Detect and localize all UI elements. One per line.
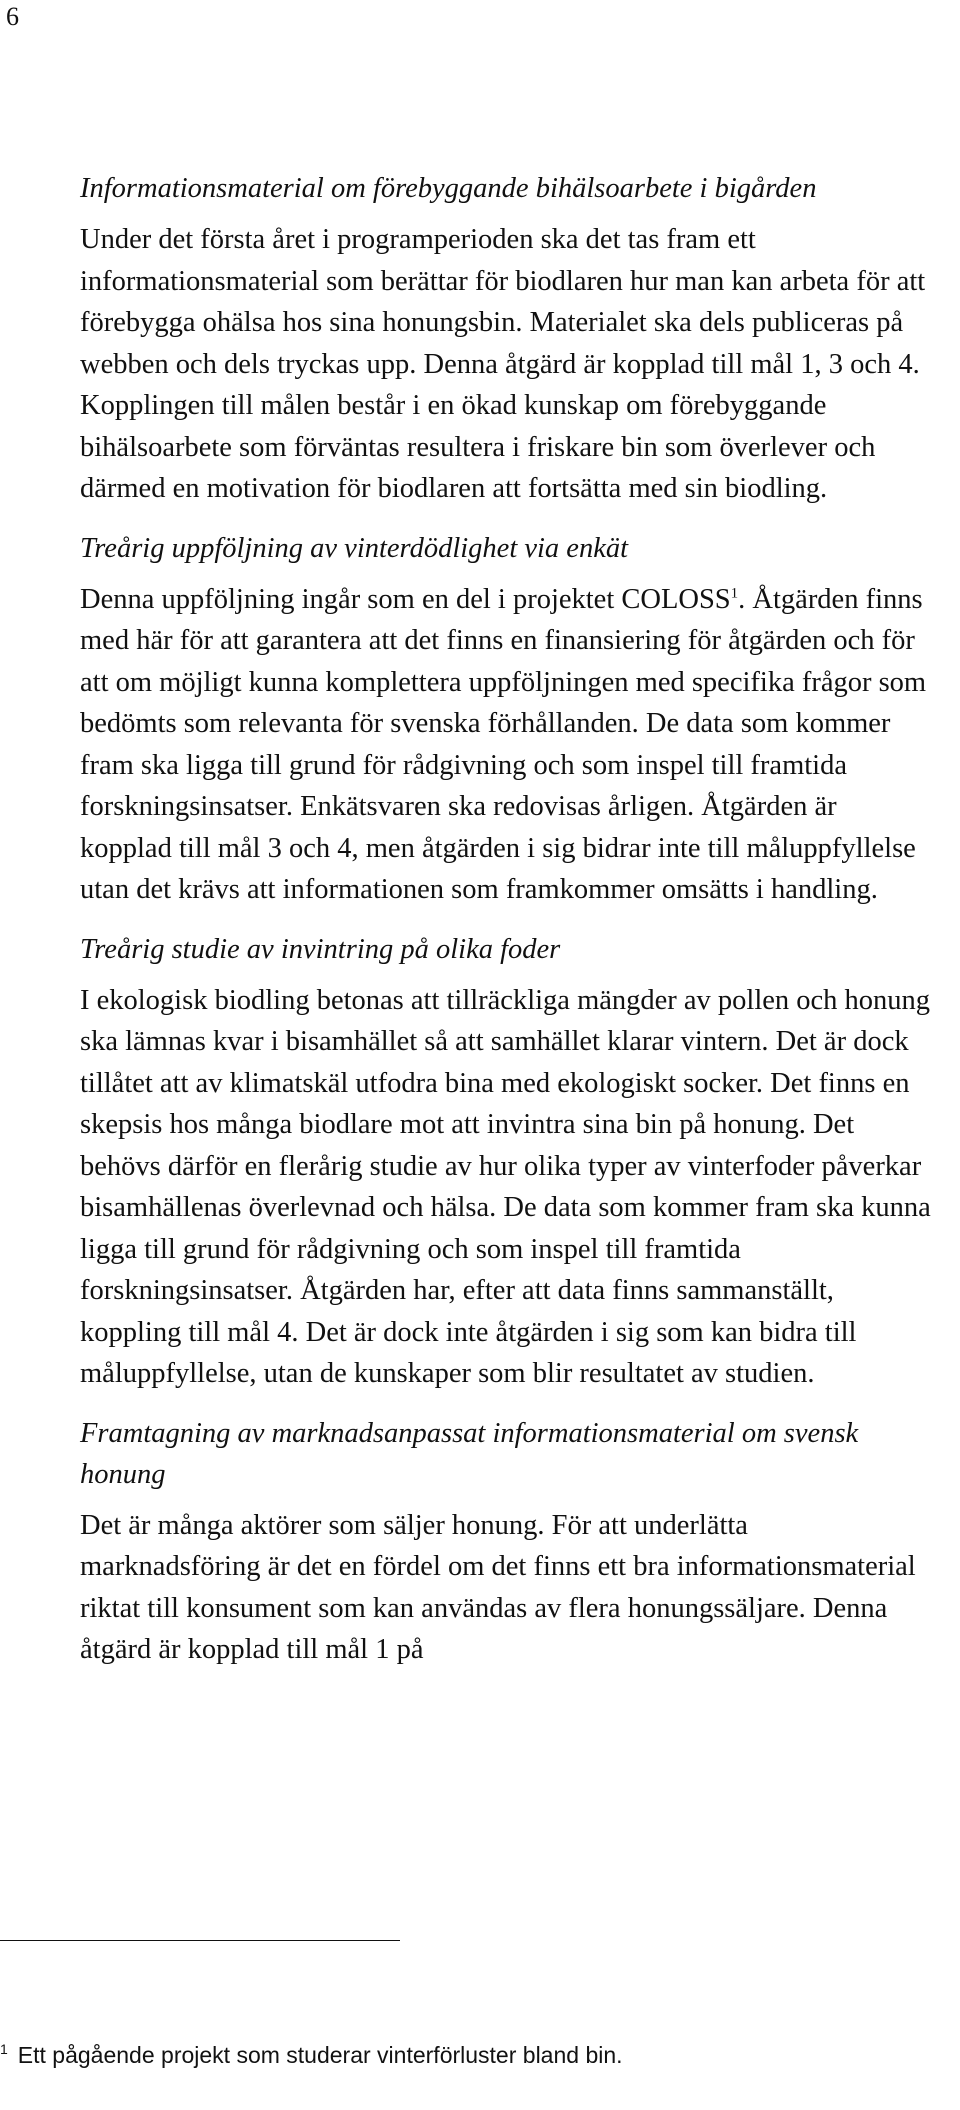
page-number: 6 <box>6 2 19 31</box>
paragraph-text-part: . Åtgärden finns med här för att garantera att det finns en finansiering för åtgärden och för att om möjligt kunna komplettera uppföljningen med specifika frågor som bedömts som relevanta för svenska förhållanden. De data som kommer fram ska ligga till grund för rådgivning och som inspel till framtida forskningsinsatser. Enkätsvaren ska redovisas årligen. Åtgärden är kopplad till mål 3 och 4, men åtgärden i sig bidrar inte till måluppfyllelse utan det krävs att informationen som framkommer omsätts i handling. <box>80 583 927 905</box>
section-paragraph: Det är många aktörer som säljer honung. För att underlätta marknadsföring är det en fördel om det finns ett bra informationsmaterial riktat till konsument som kan användas av flera honungssäljare. Denna åtgärd är kopplad till mål 1 på <box>80 1509 916 1665</box>
section-invintring <box>80 929 932 1395</box>
footnote-text: Ett pågående projekt som studerar vinterförluster bland bin. <box>17 2042 623 2068</box>
section-heading: Treårig studie av invintring på olika foder <box>80 933 561 965</box>
section-informationsmaterial <box>80 168 932 510</box>
section-heading: Informationsmaterial om förebyggande bihälsoarbete i bigården <box>80 173 817 204</box>
section-paragraph: I ekologisk biodling betonas att tillräckliga mängder av pollen och honung ska lämnas kvar i bisamhället så att samhället klarar vintern. Det är dock tillåtet att av klimatskäl utfodra bina med ekologiskt socker. Det finns en skepsis hos många biodlare mot att invintra sina bin på honung. Det behövs därför en flerårig studie av hur olika typer av vinterfoder påverkar bisamhällenas överlevnad och hälsa. De data som kommer fram ska kunna ligga till grund för rådgivning och som inspel till framtida forskningsinsatser. Åtgärden har, efter att data finns sammanställt, koppling till mål 4. Det är dock inte åtgärden i sig som kan bidra till måluppfyllelse, utan de kunskaper som blir resultatet av studien. <box>80 984 931 1389</box>
section-heading: Treårig uppföljning av vinterdödlighet via enkät <box>80 532 629 564</box>
footnote-mark: 1 <box>0 2041 8 2058</box>
section-heading: Framtagning av marknadsanpassat informationsmaterial om svensk honung <box>80 1417 859 1490</box>
paragraph-text-part: Denna uppföljning ingår som en del i projektet COLOSS <box>80 583 731 615</box>
section-svensk-honung <box>80 1413 932 1671</box>
footnote-reference[interactable]: 1 <box>730 585 739 601</box>
footnote-divider <box>0 1940 400 1941</box>
document-body <box>80 168 932 1689</box>
section-paragraph: Under det första året i programperioden ska det tas fram ett informationsmaterial som berättar för biodlaren hur man kan arbeta för att förebygga ohälsa hos sina honungsbin. Materialet ska dels publiceras på webben och dels tryckas upp. Denna åtgärd är kopplad till mål 1, 3 och 4. Kopplingen till målen består i en ökad kunskap om förebyggande bihälsoarbete som förväntas resultera i friskare bin som överlever och därmed en motivation för biodlaren att fortsätta med sin biodling. <box>80 224 926 504</box>
footnote <box>0 2040 623 2070</box>
section-vinterdodlighet <box>80 528 932 911</box>
section-paragraph <box>80 579 932 911</box>
